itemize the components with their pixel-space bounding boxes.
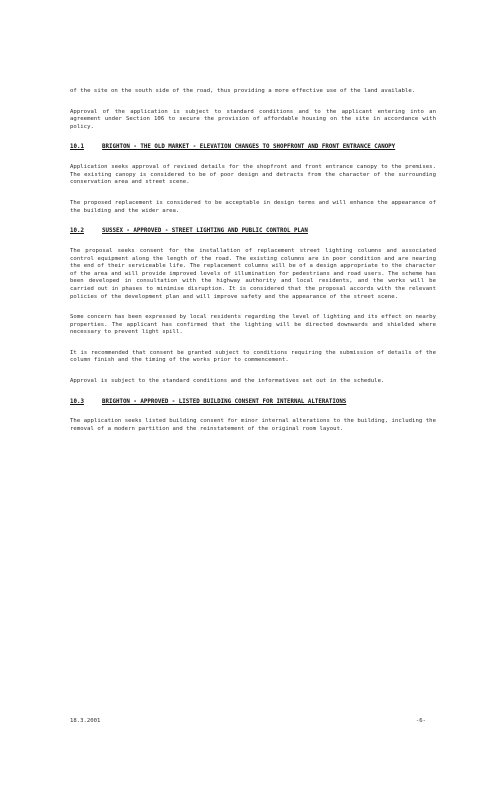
- intro-paragraph-1: of the site on the south side of the road, thus providing a more effective use of the land available.: [70, 88, 416, 94]
- section-title: BRIGHTON - APPROVED - LISTED BUILDING CONSENT FOR INTERNAL ALTERATIONS: [102, 398, 347, 405]
- section-heading-1: [70, 144, 436, 152]
- page-number: -6-: [415, 718, 426, 724]
- section-2-paragraph-4: Approval is subject to the standard conditions and the informatives set out in the schedule.: [70, 378, 385, 385]
- section-title: BRIGHTON - THE OLD MARKET - ELEVATION CHANGES TO SHOPFRONT AND FRONT ENTRANCE CANOPY: [102, 144, 396, 151]
- section-1-paragraph-1: Application seeks approval of revised details for the shopfront and front entrance canopy to the premises. The existing canopy is considered to be of poor design and detracts from the character of the surrounding conservation area and street scene.: [70, 164, 436, 186]
- section-heading-2: [70, 228, 436, 236]
- section-number: 10.2: [70, 228, 84, 235]
- section-2-paragraph-2: Some concern has been expressed by local residents regarding the level of lighting and its effect on nearby properties. The applicant has confirmed that the lighting will be directed downwards and shielded where necessary to prevent light spill.: [70, 314, 436, 336]
- document-body: [70, 88, 436, 447]
- intro-paragraph-2: Approval of the application is subject to standard conditions and to the applicant entering into an agreement under Section 106 to secure the provision of affordable housing on the site in accordance with policy.: [70, 108, 436, 130]
- section-2-paragraph-3: It is recommended that consent be granted subject to conditions requiring the submission of details of the column finish and the timing of the works prior to commencement.: [70, 349, 436, 364]
- footer-date: 18.3.2001: [70, 718, 101, 724]
- section-1-paragraph-2: The proposed replacement is considered to be acceptable in design terms and will enhance the appearance of the building and the wider area.: [70, 199, 436, 214]
- section-heading-3: [70, 399, 436, 407]
- page-footer: [70, 718, 426, 724]
- section-number: 10.3: [70, 398, 84, 405]
- section-3-paragraph-1: The application seeks listed building consent for minor internal alterations to the building, including the removal of a modern partition and the reinstatement of the original room layout.: [70, 418, 436, 433]
- section-2-paragraph-1: The proposal seeks consent for the installation of replacement street lighting columns and associated control equipment along the length of the road. The existing columns are in poor condition and are nearing the end of their serviceable life. The replacement columns will be of a design appropriate to the character of the area and will provide improved levels of illumination for pedestrians and road users. The scheme has been developed in consultation with the highway authority and local residents, and the works will be carried out in phases to minimise disruption. It is considered that the proposal accords with the relevant policies of the development plan and will improve safety and the appearance of the street scene.: [70, 247, 436, 300]
- section-number: 10.1: [70, 144, 84, 151]
- section-title: SUSSEX - APPROVED - STREET LIGHTING AND PUBLIC CONTROL PLAN: [102, 228, 308, 235]
